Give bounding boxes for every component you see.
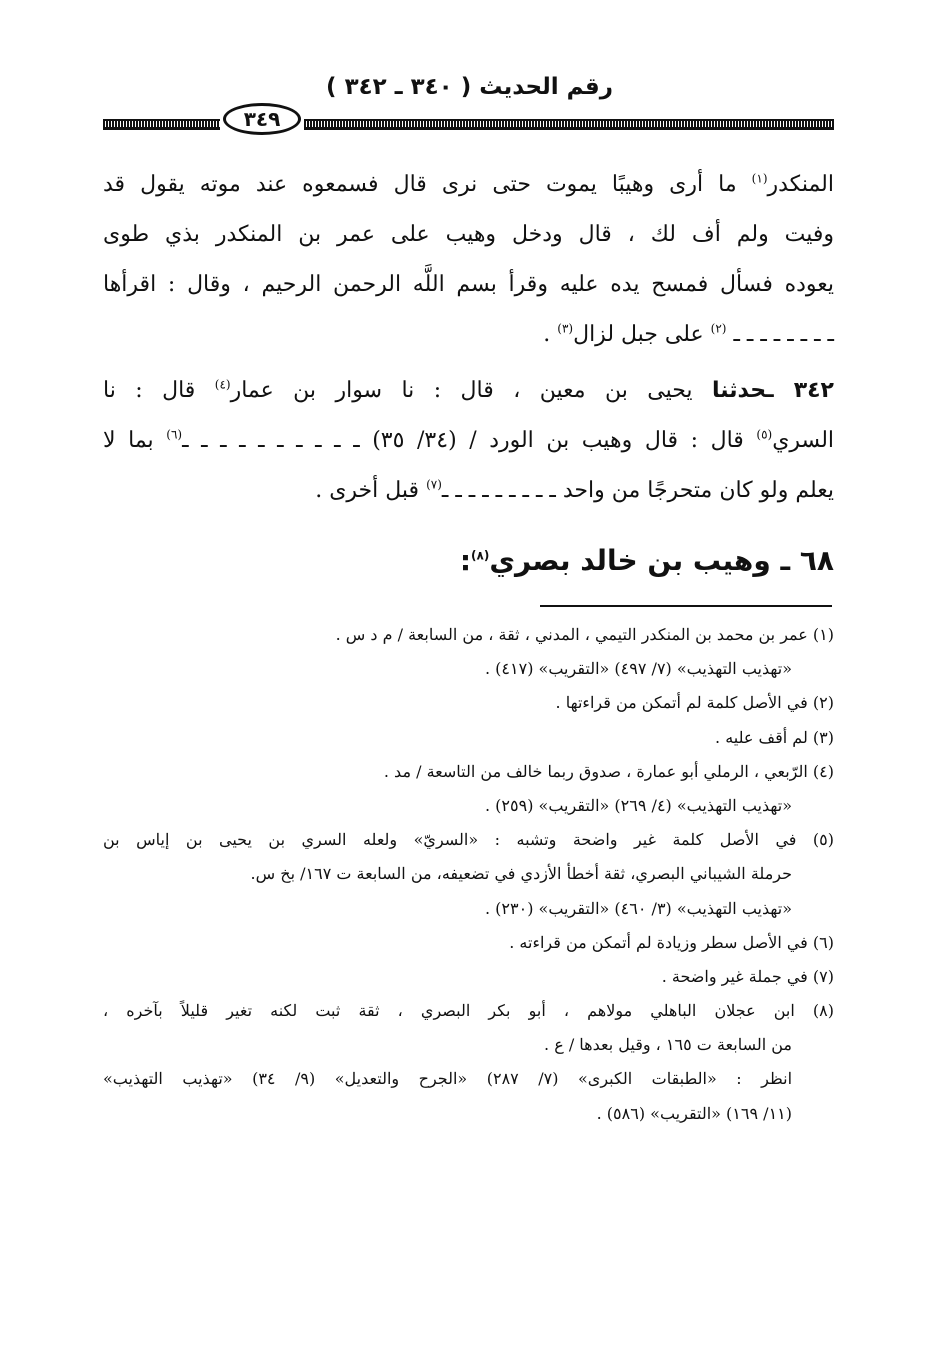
footnote-line: انظر : «الطبقات الكبرى» (٧/ ٢٨٧) «الجرح والتعديل» (٩/ ٣٤) «تهذيب التهذيب»	[103, 1069, 793, 1089]
footnote-line: من السابعة ت ١٦٥ ، وقيل بعدها / ع .	[544, 1035, 792, 1055]
text-line: السري$^{(٥)}$ قال : قال وهيب بن الورد / (٣٤/ ٣٥) ـ ـ ـ ـ ـ ـ ـ ـ ـ ـ$^{(٦)}$ بما لا	[103, 427, 835, 453]
footnotes	[103, 618, 834, 1131]
footnote-line: «تهذيب التهذيب» (٤/ ٢٦٩) «التقريب» (٢٥٩) .	[485, 795, 792, 815]
footnote-line: (٧) في جملة غير واضحة .	[661, 966, 834, 986]
footnote-separator	[540, 605, 832, 607]
text-line: يعلم ولو كان متحرجًا من واحد ـ ـ ـ ـ ـ ـ ـ ـ ـ$^{(٧)}$ قبل أخرى .	[315, 477, 834, 503]
header-rule-right	[304, 119, 834, 130]
footnote-line: حرملة الشيباني البصري، ثقة أخطأ الأزدي في تضعيفه، من السابعة ت ١٦٧/ بخ س.	[250, 864, 792, 884]
footnote-line: «تهذيب التهذيب» (٣/ ٤٦٠) «التقريب» (٢٣٠) .	[485, 898, 792, 918]
footnote-ref: (٣)	[557, 321, 574, 336]
footnote-ref: (١)	[751, 171, 768, 186]
footnote-line: (١١/ ١٦٩) «التقريب» (٥٨٦) .	[596, 1103, 792, 1123]
hadith-number: ٣٤٢ ـحدثنا	[712, 378, 834, 403]
footnote-ref: (٤)	[214, 377, 231, 392]
section-heading: ٦٨ ـ وهيب بن خالد بصري$^{(٨)}$:	[459, 544, 834, 577]
footnote-line: (٣) لم أقف عليه .	[715, 727, 834, 747]
header-rule-left	[103, 119, 220, 130]
text-line: ٣٤٢ ـحدثنا يحيى بن معين ، قال : نا سوار بن عمار$^{(٤)}$ قال : نا	[103, 377, 834, 403]
footnote-ref: (٥)	[756, 427, 773, 442]
footnote-line: (٦) في الأصل سطر وزيادة لم أتمكن من قراءته .	[509, 932, 834, 952]
footnote-line: «تهذيب التهذيب» (٧/ ٤٩٧) «التقريب» (٤١٧) .	[485, 659, 792, 679]
footnote-ref: (٨)	[471, 548, 490, 563]
page-number-badge: ٣٤٩	[223, 103, 301, 135]
footnote-line: (٢) في الأصل كلمة لم أتمكن من قراءتها .	[555, 693, 834, 713]
hadith-text-continuation	[103, 160, 834, 360]
hadith-342	[103, 366, 834, 516]
running-title: رقم الحديث ( ٣٤٠ ـ ٣٤٢ )	[326, 74, 613, 100]
text-line: يعوده فسأل فمسح يده عليه وقرأ بسم اللَّه الرحمن الرحيم ، وقال : اقرأها	[103, 272, 834, 297]
text-line: ـ ـ ـ ـ ـ ـ ـ ـ $^{(٢)}$ على جبل لزال$^{(٣)}$ .	[543, 321, 834, 347]
footnote-line: (١) عمر بن محمد بن المنكدر التيمي ، المدني ، ثقة ، من السابعة / م د س .	[335, 625, 834, 644]
footnote-ref: (٦)	[166, 427, 183, 442]
footnote-ref: (٢)	[710, 321, 727, 336]
text-line: وفيت ولم أف لك ، قال ودخل وهيب على عمر بن المنكدر بذي طوى	[103, 222, 834, 247]
footnote-line: (٨) ابن عجلان الباهلي مولاهم ، أبو بكر البصري ، ثقة ثبت لكنه تغير قليلاً بآخره ،	[103, 1001, 834, 1021]
text-line: المنكدر$^{(١)}$ ما أرى وهيبًا يموت حتى نرى قال فسمعوه عند موته يقول قد	[103, 171, 834, 197]
footnote-ref: (٧)	[426, 477, 442, 492]
footnote-line: (٤) الرّبعي ، الرملي أبو عمارة ، صدوق ربما خالف من التاسعة / مد .	[383, 761, 834, 781]
footnote-line: (٥) في الأصل كلمة غير واضحة وتشبه : «السريّ» ولعله السري بن يحيى بن إياس بن	[103, 830, 834, 850]
